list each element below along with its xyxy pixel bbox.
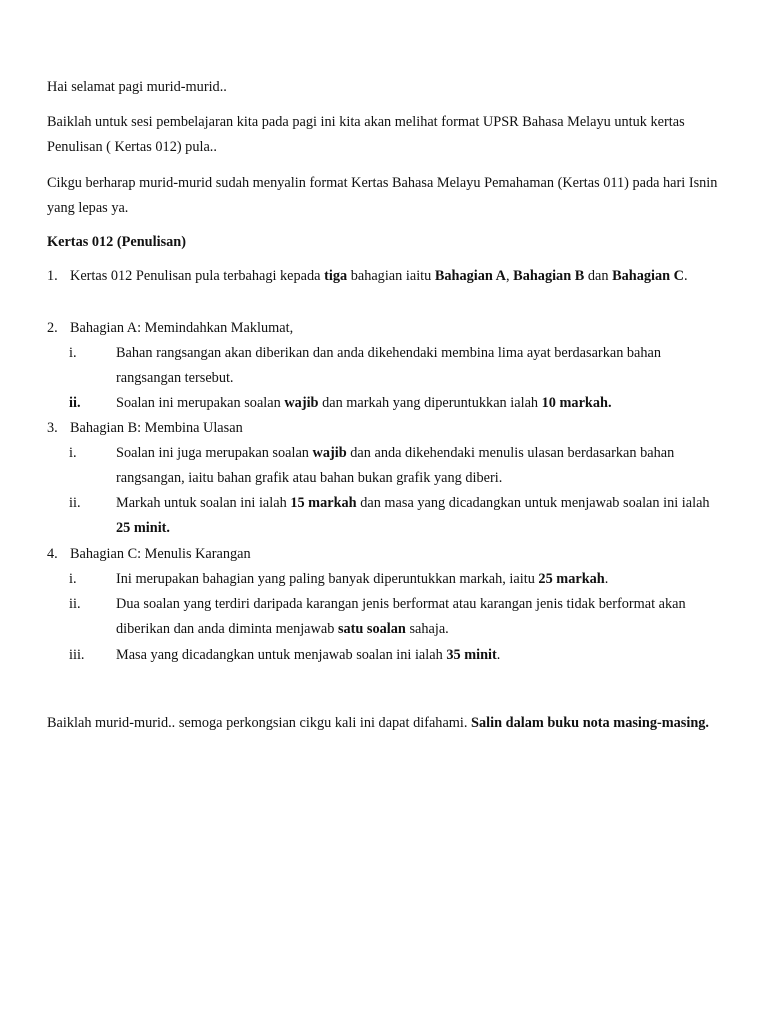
sub-item-text: Markah untuk soalan ini ialah 15 markah dan masa yang dicadangkan untuk menjawab soalan ini ialah 25 minit. — [116, 495, 710, 536]
reminder-paragraph: Cikgu berharap murid-murid sudah menyalin format Kertas Bahasa Melayu Pemahaman (Kertas 011) pada hari Isnin yang lepas ya. — [47, 175, 718, 216]
list-item-label: Bahagian C: Menulis Karangan — [70, 546, 251, 562]
sub-item-text: Masa yang dicadangkan untuk menjawab soalan ini ialah 35 minit. — [116, 647, 501, 663]
roman-numeral: ii. — [69, 495, 81, 511]
greeting-line: Hai selamat pagi murid-murid.. — [47, 79, 227, 95]
list-number: 1. — [47, 268, 58, 284]
section-heading: Kertas 012 (Penulisan) — [47, 234, 186, 250]
list-item-label: Bahagian A: Memindahkan Maklumat, — [70, 320, 294, 336]
list-number: 3. — [47, 420, 58, 436]
sub-item-text: Ini merupakan bahagian yang paling banyak diperuntukkan markah, iaitu 25 markah. — [116, 571, 609, 587]
roman-numeral: ii. — [69, 596, 81, 612]
roman-numeral: i. — [69, 345, 77, 361]
roman-numeral: iii. — [69, 647, 85, 663]
list-number: 2. — [47, 320, 58, 336]
list-item-text: Kertas 012 Penulisan pula terbahagi kepada tiga bahagian iaitu Bahagian A, Bahagian B dan Bahagian C. — [70, 268, 688, 284]
intro-paragraph: Baiklah untuk sesi pembelajaran kita pada pagi ini kita akan melihat format UPSR Bahasa Melayu untuk kertas Penulisan ( Kertas 012) pula.. — [47, 114, 685, 155]
sub-item-text: Dua soalan yang terdiri daripada karangan jenis berformat atau karangan jenis tidak berformat akan diberikan dan anda diminta menjawab satu soalan sahaja. — [116, 596, 686, 637]
closing-paragraph: Baiklah murid-murid.. semoga perkongsian cikgu kali ini dapat difahami. Salin dalam buku nota masing-masing. — [47, 715, 710, 731]
roman-numeral: i. — [69, 571, 77, 587]
sub-item-text: Bahan rangsangan akan diberikan dan anda dikehendaki membina lima ayat berdasarkan bahan rangsangan tersebut. — [116, 345, 662, 386]
roman-numeral: i. — [69, 445, 77, 461]
roman-numeral: ii. — [69, 395, 81, 411]
sub-item-text: Soalan ini juga merupakan soalan wajib dan anda dikehendaki menulis ulasan berdasarkan bahan rangsangan, iaitu bahan grafik atau bahan bukan grafik yang diberi. — [116, 445, 675, 486]
list-item-label: Bahagian B: Membina Ulasan — [70, 420, 243, 436]
list-number: 4. — [47, 546, 58, 562]
sub-item-text: Soalan ini merupakan soalan wajib dan markah yang diperuntukkan ialah 10 markah. — [116, 395, 612, 411]
